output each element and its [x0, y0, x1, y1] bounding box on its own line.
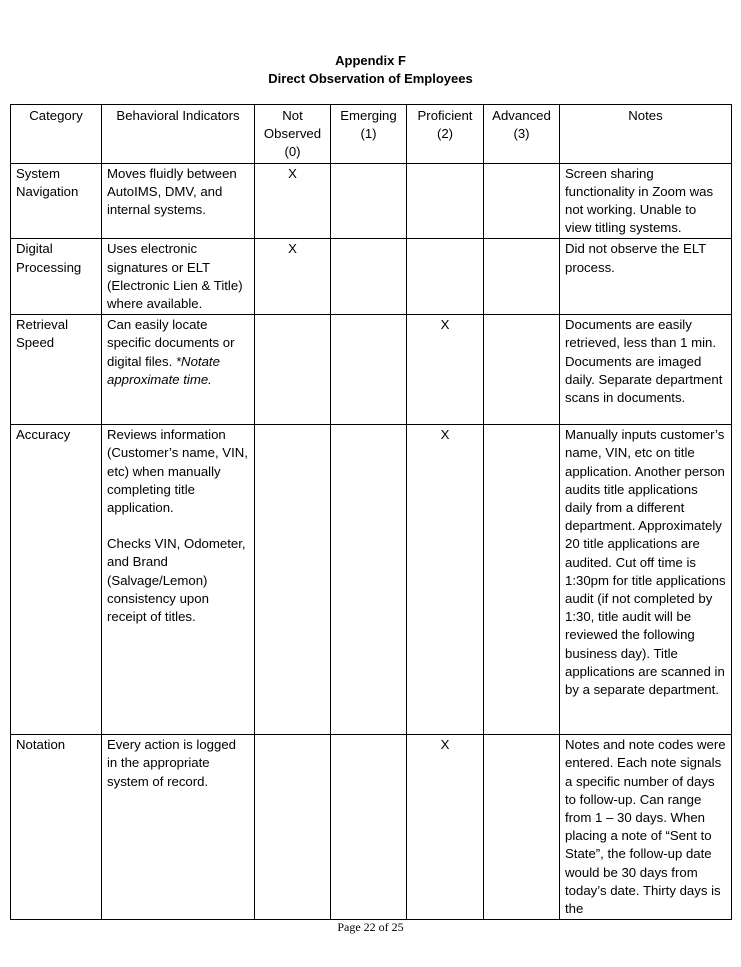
- appendix-title: Appendix F: [335, 53, 406, 68]
- header-not-observed: Not Observed (0): [255, 105, 331, 164]
- row-advanced: [484, 315, 560, 425]
- header-advanced: Advanced (3): [484, 105, 560, 164]
- row-category: Retrieval Speed: [11, 315, 102, 425]
- row-notes: Documents are easily retrieved, less than 1 min. Documents are imaged daily. Separate department scans in documents.: [560, 315, 732, 425]
- table-row: [11, 425, 732, 735]
- row-indicator-cell: [102, 425, 255, 735]
- header-category: Category: [11, 105, 102, 164]
- observation-table: [10, 104, 732, 920]
- row-indicator-cell: [102, 315, 255, 425]
- row-advanced: [484, 735, 560, 920]
- row-not-observed: [255, 315, 331, 425]
- row-advanced: [484, 163, 560, 239]
- row-notes: Did not observe the ELT process.: [560, 239, 732, 315]
- row-notes: Manually inputs customer’s name, VIN, etc on title application. Another person audits title applications daily from a different department. Approximately 20 title applications are audited. Cut off time is 1:30pm for title applications audit (if not completed by 1:30, title audit will be reviewed the following business day). Title applications are scanned in by a separate department.: [560, 425, 732, 735]
- row-proficient: X: [407, 735, 484, 920]
- row-emerging: [331, 735, 407, 920]
- row-indicator-2: Checks VIN, Odometer, and Brand (Salvage/Lemon) consistency upon receipt of titles.: [107, 536, 246, 625]
- row-notes: Screen sharing functionality in Zoom was not working. Unable to view titling systems.: [560, 163, 732, 239]
- row-indicator: Uses electronic signatures or ELT (Electronic Lien & Title) where available.: [102, 239, 255, 315]
- row-category: System Navigation: [11, 163, 102, 239]
- row-emerging: [331, 315, 407, 425]
- row-emerging: [331, 163, 407, 239]
- row-not-observed: X: [255, 163, 331, 239]
- row-not-observed: X: [255, 239, 331, 315]
- header-row: [11, 105, 732, 164]
- header-proficient: Proficient (2): [407, 105, 484, 164]
- row-advanced: [484, 425, 560, 735]
- header-indicators: Behavioral Indicators: [102, 105, 255, 164]
- appendix-subtitle: Direct Observation of Employees: [268, 71, 473, 86]
- row-not-observed: [255, 425, 331, 735]
- row-category: Notation: [11, 735, 102, 920]
- row-proficient: [407, 163, 484, 239]
- table-row: [11, 735, 732, 920]
- title-block: [0, 52, 741, 88]
- row-proficient: [407, 239, 484, 315]
- row-indicator: Reviews information (Customer’s name, VIN, etc) when manually completing title application.: [107, 427, 248, 516]
- row-indicator: Moves fluidly between AutoIMS, DMV, and internal systems.: [102, 163, 255, 239]
- row-category: Accuracy: [11, 425, 102, 735]
- row-indicator-italic: *Notate approximate time.: [107, 353, 220, 387]
- row-indicator: Every action is logged in the appropriate system of record.: [102, 735, 255, 920]
- row-category: Digital Processing: [11, 239, 102, 315]
- row-advanced: [484, 239, 560, 315]
- row-emerging: [331, 425, 407, 735]
- row-not-observed: [255, 735, 331, 920]
- row-proficient: X: [407, 315, 484, 425]
- row-emerging: [331, 239, 407, 315]
- row-notes: Notes and note codes were entered. Each note signals a specific number of days to follow-up. Can range from 1 – 30 days. When placing a note of “Sent to State”, the follow-up date would be 30 days from today’s date. Thirty days is the: [560, 735, 732, 920]
- page-number: Page 22 of 25: [337, 920, 404, 934]
- table-row: [11, 315, 732, 425]
- table-row: [11, 239, 732, 315]
- header-emerging: Emerging (1): [331, 105, 407, 164]
- table-row: [11, 163, 732, 239]
- row-indicator: Can easily locate specific documents or digital files.: [107, 317, 235, 369]
- header-notes: Notes: [560, 105, 732, 164]
- row-proficient: X: [407, 425, 484, 735]
